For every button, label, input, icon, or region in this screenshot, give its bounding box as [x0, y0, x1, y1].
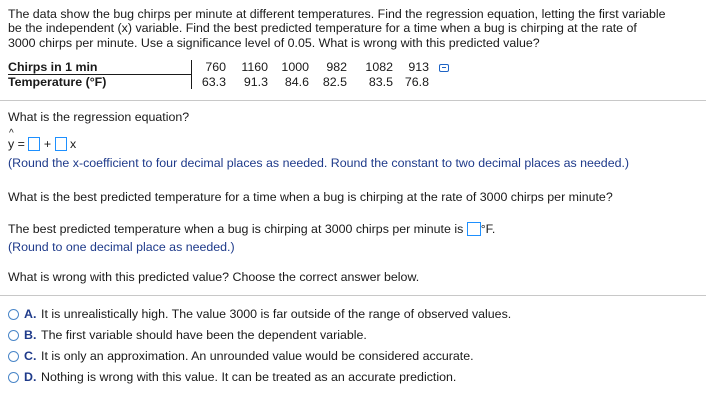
- table-cell: 982: [326, 60, 347, 75]
- table-cell: 63.3: [201, 74, 226, 89]
- table-cell: 84.6: [284, 74, 309, 89]
- section-divider: [0, 295, 706, 296]
- table-cell: 1160: [241, 60, 268, 75]
- table-cell: 83.5: [368, 74, 393, 89]
- section-divider: [0, 100, 706, 101]
- prediction-answer-line: The best predicted temperature when a bug is chirping at 3000 chirps per minute is °F.: [8, 222, 496, 236]
- prediction-hint: (Round to one decimal place as needed.): [8, 240, 235, 254]
- problem-line: 3000 chirps per minute. Use a significance level of 0.05. What is wrong with this predicted value?: [8, 35, 540, 50]
- problem-line: The data show the bug chirps per minute at different temperatures. Find the regression equation, letting the first variable: [8, 7, 666, 21]
- copy-data-icon[interactable]: [439, 64, 449, 72]
- question-prediction: What is the best predicted temperature for a time when a bug is chirping at the rate of 3000 chirps per minute?: [8, 190, 613, 204]
- option-c[interactable]: C. It is only an approximation. An unrounded value would be considered accurate.: [8, 349, 474, 363]
- table-cell: 1000: [281, 60, 309, 75]
- table-cell: 760: [205, 60, 226, 75]
- constant-input[interactable]: [28, 137, 40, 151]
- regression-hint: (Round the x-coefficient to four decimal places as needed. Round the constant to two decimal places as needed.): [8, 156, 630, 170]
- radio-button[interactable]: [8, 351, 19, 362]
- regression-equation: [8, 128, 77, 151]
- option-b[interactable]: B. The first variable should have been the dependent variable.: [8, 328, 367, 342]
- table-cell: 913: [408, 60, 429, 75]
- prediction-input[interactable]: [467, 222, 481, 236]
- question-regression: What is the regression equation?: [8, 110, 190, 124]
- table-row-chirps: [8, 60, 449, 75]
- table-cell: 1082: [365, 60, 393, 75]
- unit-label: °F.: [480, 222, 496, 236]
- radio-button[interactable]: [8, 372, 19, 383]
- table-cell: 82.5: [322, 74, 347, 89]
- plus-sign: +: [43, 137, 52, 151]
- option-d[interactable]: D. Nothing is wrong with this value. It can be treated as an accurate prediction.: [8, 370, 456, 384]
- radio-button[interactable]: [8, 330, 19, 341]
- coefficient-input[interactable]: [55, 137, 67, 151]
- row-label: Temperature (°F): [8, 75, 107, 89]
- problem-statement: [8, 7, 702, 50]
- table-cell: 76.8: [404, 74, 429, 89]
- table-cell: 91.3: [243, 74, 268, 89]
- data-table: [8, 60, 449, 89]
- option-a[interactable]: A. It is unrealistically high. The value 3000 is far outside of the range of observed values.: [8, 307, 511, 321]
- row-label: Chirps in 1 min: [8, 60, 191, 75]
- x-variable: x: [69, 137, 77, 151]
- y-hat-symbol: ^ y: [8, 128, 15, 151]
- question-wrong-value: What is wrong with this predicted value? Choose the correct answer below.: [8, 270, 420, 284]
- equals-sign: =: [17, 137, 25, 151]
- table-row-temperature: [8, 75, 449, 90]
- problem-line: be the independent (x) variable. Find the best predicted temperature for a time when a bug is chirping at the rate of: [8, 21, 637, 36]
- radio-button[interactable]: [8, 309, 19, 320]
